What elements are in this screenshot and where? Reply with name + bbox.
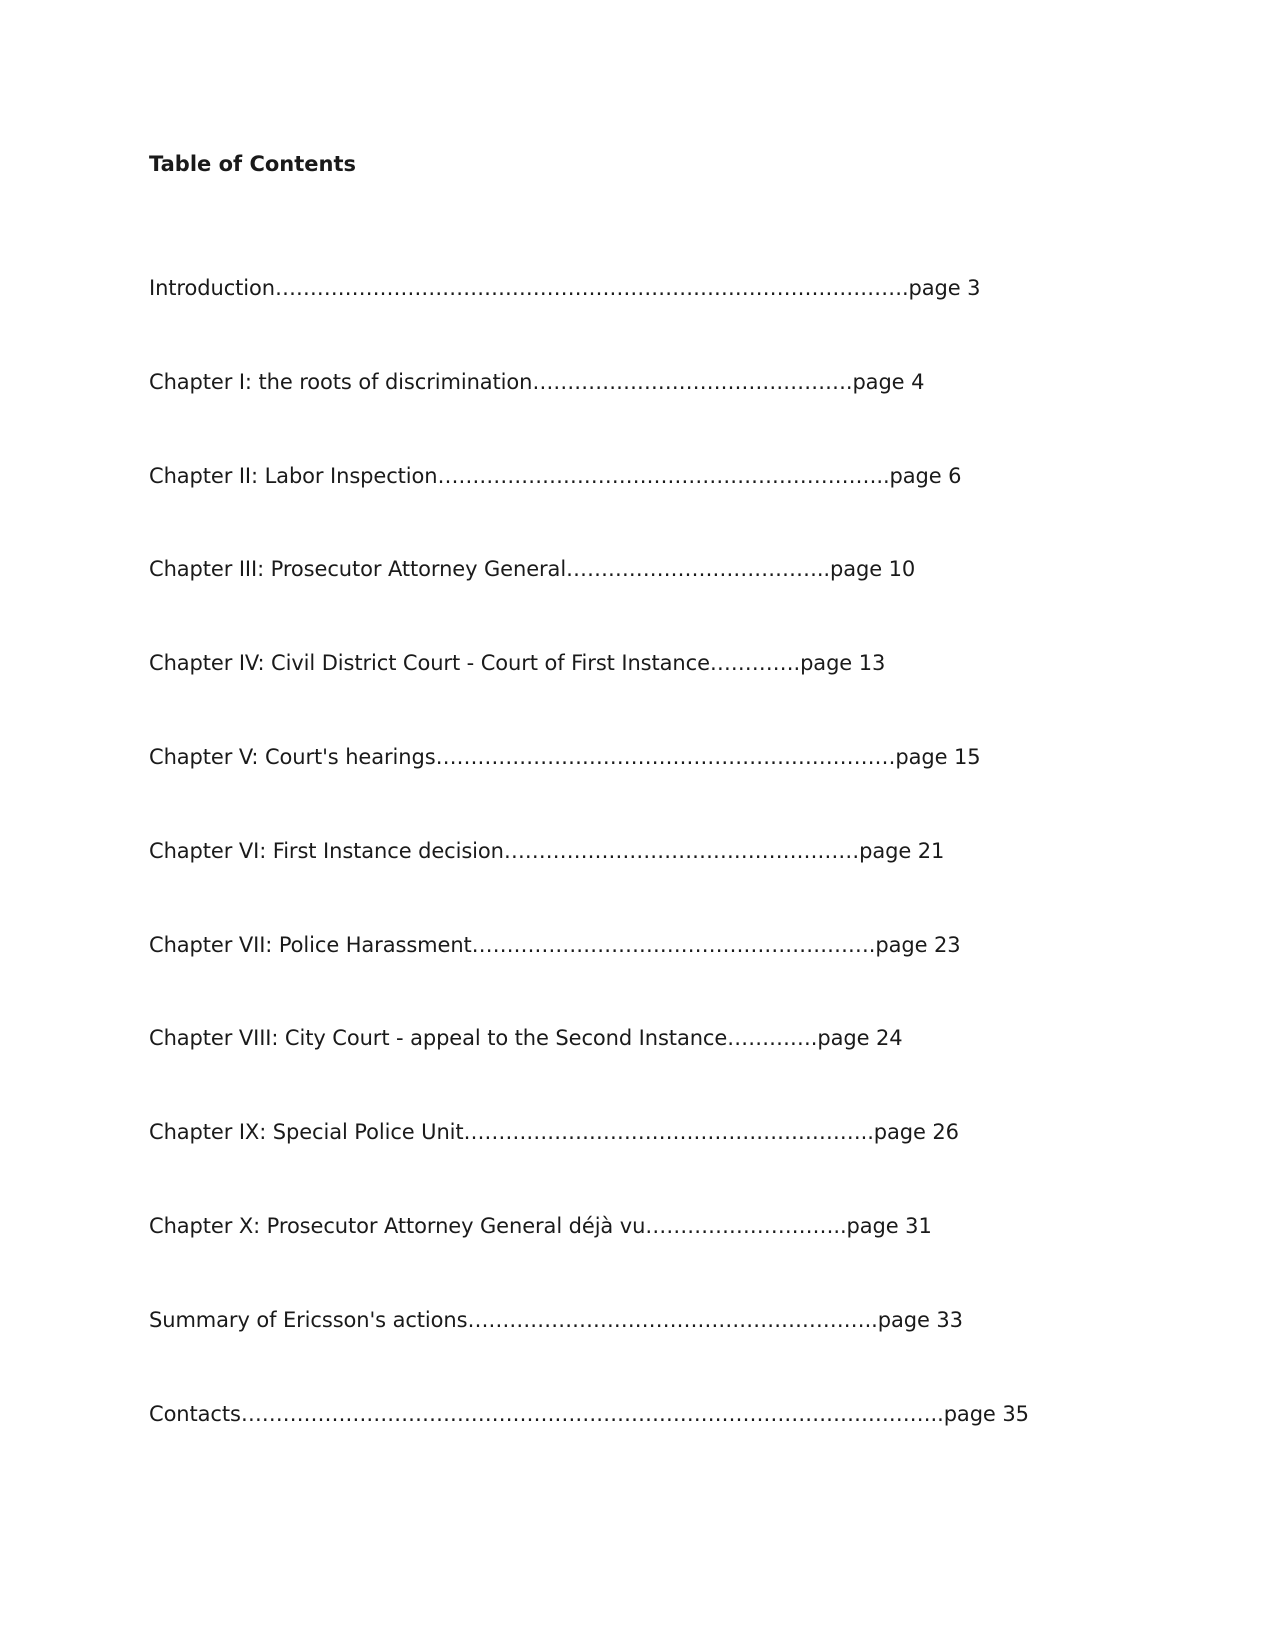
toc-title: Table of Contents (149, 152, 357, 176)
toc-entry-chapter-7: Chapter VII: Police Harassment………………………………………………….page 23 (149, 932, 961, 957)
toc-entry-chapter-8: Chapter VIII: City Court - appeal to the Second Instance………….page 24 (149, 1026, 903, 1051)
toc-entry-chapter-1: Chapter I: the roots of discrimination……………………………………….page 4 (149, 369, 925, 394)
toc-entry-chapter-2: Chapter II: Labor Inspection………………………………………………………..page 6 (149, 463, 962, 488)
toc-entry-contacts: Contacts………………………………………………………………………………………..page 35 (149, 1401, 1029, 1426)
toc-entry-chapter-3: Chapter III: Prosecutor Attorney General………………………………..page 10 (149, 557, 916, 582)
toc-entry-chapter-10: Chapter X: Prosecutor Attorney General déjà vu………………………..page 31 (149, 1213, 932, 1238)
toc-entry-introduction: Introduction……………………………………………………………………………….page 3 (149, 276, 981, 300)
toc-entry-summary: Summary of Ericsson's actions…………………………………………………..page 33 (149, 1307, 963, 1332)
toc-entry-chapter-5: Chapter V: Court's hearings…………………………………………………………page 15 (149, 744, 981, 769)
toc-entry-chapter-9: Chapter IX: Special Police Unit…………………………………………………..page 26 (149, 1120, 959, 1145)
toc-list (149, 274, 1029, 1493)
toc-entry-chapter-6: Chapter VI: First Instance decision……………………………………………page 21 (149, 838, 945, 863)
toc-entry-chapter-4: Chapter IV: Civil District Court - Court of First Instance………….page 13 (149, 651, 886, 676)
